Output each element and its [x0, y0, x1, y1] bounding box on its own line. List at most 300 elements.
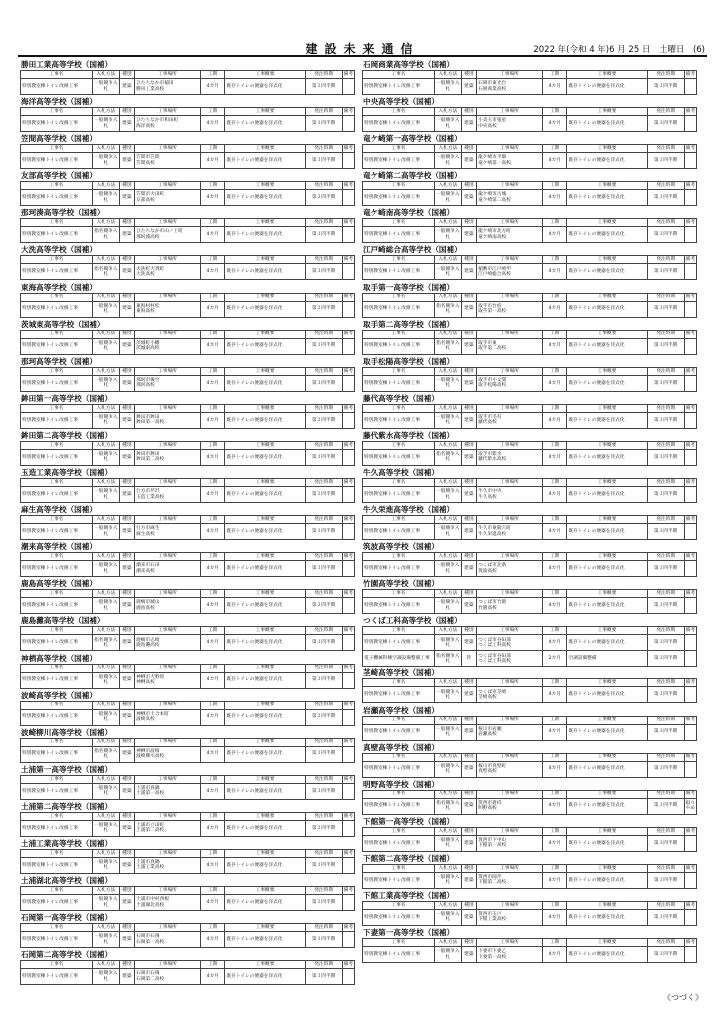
column-header: 工事概要 [225, 293, 305, 301]
column-header: 備考 [685, 479, 696, 485]
table-header-row [21, 219, 355, 227]
table-header-row [363, 827, 697, 835]
school-section [20, 616, 359, 653]
column-header: 備考 [343, 145, 354, 151]
work-location: 神栖市土合本町 波崎高校 [135, 709, 201, 725]
work-type: 建築 [461, 264, 476, 280]
order-timing: 第３四半期 [305, 820, 342, 836]
column-header: 工事場所 [135, 738, 201, 746]
column-header: 工期 [542, 590, 567, 598]
school-section [362, 171, 701, 208]
column-header: 工期 [200, 516, 225, 524]
column-header: 種別 [461, 679, 476, 687]
column-header: 工事概要 [567, 182, 647, 190]
bid-method: 指名競争入札 [434, 301, 461, 317]
column-header: 備考 [685, 754, 696, 760]
column-header: 工事場所 [477, 108, 543, 116]
work-location: 鹿嶋市志崎 鹿島灘高校 [135, 635, 201, 651]
school-name: 竜ケ崎第二高等学校（国補） [363, 171, 462, 181]
bid-method: 指名競争入札 [92, 264, 119, 280]
table-row [21, 449, 355, 465]
column-header: 工事概要 [567, 901, 647, 909]
work-period: 4カ月 [542, 190, 567, 206]
school-name: 下館第一高等学校（国補） [363, 816, 455, 826]
masthead [18, 40, 707, 56]
work-type: 建築 [119, 301, 134, 317]
work-type: 建築 [119, 487, 134, 503]
order-timing: 第３四半期 [305, 116, 342, 132]
school-section [362, 468, 701, 505]
remarks [342, 338, 354, 354]
school-section [20, 579, 359, 616]
column-header: 備考 [685, 257, 696, 263]
project-table [20, 107, 355, 132]
column-header: 工事場所 [477, 71, 543, 79]
table-header-row [363, 219, 697, 227]
column-header: 発注時期 [305, 256, 342, 264]
work-summary: 既存トイレの便器を洋式化 [567, 687, 647, 703]
remarks [684, 301, 696, 317]
work-location: 取手市毛有 藤代高校 [477, 412, 543, 428]
work-location: 筑西市岡芹 下館第二高校 [477, 872, 543, 888]
project-table [362, 626, 697, 667]
column-header: 備考 [343, 924, 354, 930]
column-header: 備考 [343, 962, 354, 968]
column-header: 工事概要 [567, 145, 647, 153]
school-section [362, 743, 701, 780]
project-table [362, 107, 697, 132]
column-header: 工事概要 [225, 924, 305, 932]
table-row [363, 598, 697, 614]
school-name: 牛久栄進高等学校（国補） [363, 505, 455, 515]
school-section [20, 431, 359, 468]
column-header: 入札方法 [92, 590, 119, 598]
table-header-row [363, 108, 697, 116]
work-type: 建築 [461, 798, 476, 814]
column-header: 工事概要 [567, 827, 647, 835]
remarks [342, 227, 354, 243]
column-header: 工事場所 [135, 330, 201, 338]
column-header: 備考 [685, 591, 696, 597]
column-header: 工事概要 [567, 553, 647, 561]
school-section [20, 691, 359, 728]
work-period: 4カ月 [542, 338, 567, 354]
project-table [362, 589, 697, 614]
work-summary: 既存トイレの便器を洋式化 [225, 412, 305, 428]
column-header: 種別 [461, 441, 476, 449]
work-location: 取手市紫水 藤代紫水高校 [477, 449, 543, 465]
table-row [21, 338, 355, 354]
remarks [342, 820, 354, 836]
order-timing: 第３四半期 [647, 190, 684, 206]
table-row [21, 412, 355, 428]
newspaper-name: 建設未来通信 [305, 42, 420, 56]
column-header: 工事概要 [567, 330, 647, 338]
column-header: 工期 [200, 256, 225, 264]
project-name: 特別教室棟トイレ改修工事 [21, 153, 93, 169]
column-header: 工事概要 [567, 441, 647, 449]
school-name: 潮来高等学校（国補） [21, 542, 97, 552]
remarks [342, 524, 354, 540]
work-type: 建築 [119, 895, 134, 911]
project-name: 特別教室棟トイレ改修工事 [21, 783, 93, 799]
column-header: 入札方法 [92, 701, 119, 709]
remarks [684, 190, 696, 206]
work-location: 下妻市下妻乙 下妻第一高校 [477, 947, 543, 963]
school-name: 鹿島灘高等学校（国補） [21, 616, 105, 626]
work-period: 4カ月 [200, 857, 225, 873]
work-type: 建築 [461, 947, 476, 963]
column-header: 工期 [542, 753, 567, 761]
column-header: 備考 [343, 108, 354, 114]
table-header-row [363, 367, 697, 375]
work-location: 龍ケ崎市古城 竜ケ崎第二高校 [477, 190, 543, 206]
work-type: 建築 [119, 524, 134, 540]
column-header: 入札方法 [434, 441, 461, 449]
column-header: 工事概要 [567, 71, 647, 79]
column-header: 工事名 [363, 753, 435, 761]
column-header: 工事概要 [225, 775, 305, 783]
bid-method: 一般競争入札 [92, 969, 119, 985]
school-section [20, 283, 359, 320]
column-header: 工期 [542, 716, 567, 724]
column-header: 入札方法 [92, 367, 119, 375]
table-header-row [21, 145, 355, 153]
project-name: 特別教室棟トイレ改修工事 [21, 375, 93, 391]
column-header: 備考 [343, 257, 354, 263]
column-header: 工事概要 [567, 627, 647, 635]
work-type: 建築 [119, 412, 134, 428]
work-type: 建築 [461, 687, 476, 703]
column-header: 入札方法 [434, 256, 461, 264]
column-header: 発注時期 [647, 256, 684, 264]
table-row [363, 687, 697, 703]
column-header: 入札方法 [92, 924, 119, 932]
work-summary: 既存トイレの便器を洋式化 [225, 561, 305, 577]
order-timing: 第３四半期 [647, 375, 684, 391]
work-period: 4カ月 [200, 672, 225, 688]
project-name: 特別教室棟トイレ改修工事 [21, 672, 93, 688]
table-header-row [21, 256, 355, 264]
table-header-row [363, 716, 697, 724]
work-location: 土浦市立田町 土浦第二高校 [135, 820, 201, 836]
column-header: 工事場所 [477, 716, 543, 724]
column-header: 入札方法 [434, 627, 461, 635]
column-header: 工事名 [21, 367, 93, 375]
project-table [362, 255, 697, 280]
column-header: 工事概要 [567, 939, 647, 947]
school-name: 鹿島高等学校（国補） [21, 579, 97, 589]
column-header: 工事概要 [225, 701, 305, 709]
project-name: 電子機械科棟空調設備整備工事 [363, 651, 435, 667]
column-header: 工事概要 [567, 293, 647, 301]
school-section [20, 394, 359, 431]
remarks [684, 524, 696, 540]
school-section [20, 320, 359, 357]
column-header: 発注時期 [647, 864, 684, 872]
column-header: 工事場所 [135, 219, 201, 227]
column-header: 発注時期 [647, 145, 684, 153]
school-section [20, 357, 359, 394]
order-timing: 第３四半期 [647, 561, 684, 577]
work-type: 建築 [461, 227, 476, 243]
table-row [363, 651, 697, 667]
column-header: 工事場所 [477, 145, 543, 153]
project-table [362, 144, 697, 169]
table-row [363, 724, 697, 740]
table-row [21, 709, 355, 725]
column-header: 工期 [542, 219, 567, 227]
table-row [363, 798, 697, 814]
school-name: 真壁高等学校（国補） [363, 742, 439, 752]
column-header: 入札方法 [434, 827, 461, 835]
column-header: 工事場所 [135, 553, 201, 561]
column-header: 発注時期 [305, 812, 342, 820]
column-header: 発注時期 [647, 827, 684, 835]
school-name: 笠間高等学校（国補） [21, 134, 97, 144]
column-header: 工期 [542, 256, 567, 264]
project-table [20, 441, 355, 466]
work-location: 筑西市玉戸 下館工業高校 [477, 909, 543, 925]
school-name: 取手第一高等学校（国補） [363, 282, 455, 292]
column-header: 発注時期 [647, 108, 684, 116]
remarks [684, 651, 696, 667]
remarks [684, 449, 696, 465]
column-header: 種別 [119, 775, 134, 783]
column-header: 備考 [343, 739, 354, 745]
column-header: 備考 [685, 183, 696, 189]
work-period: 4カ月 [200, 746, 225, 762]
column-header: 工事場所 [477, 827, 543, 835]
work-period: 4カ月 [200, 524, 225, 540]
order-timing: 第３四半期 [647, 947, 684, 963]
column-header: 工事場所 [477, 790, 543, 798]
work-type: 建築 [461, 301, 476, 317]
column-header: 工事名 [363, 219, 435, 227]
column-header: 工事名 [21, 219, 93, 227]
table-header-row [363, 627, 697, 635]
column-header: 発注時期 [647, 753, 684, 761]
school-name: 藤代高等学校（国補） [363, 393, 439, 403]
school-section [362, 357, 701, 394]
bid-method: 指名競争入札 [434, 449, 461, 465]
school-name: 竹園高等学校（国補） [363, 579, 439, 589]
work-summary: 既存トイレの便器を洋式化 [225, 895, 305, 911]
remarks [342, 969, 354, 985]
column-header: 備考 [343, 813, 354, 819]
project-name: 特別教室棟トイレ改修工事 [363, 687, 435, 703]
column-header: 種別 [461, 404, 476, 412]
work-location: 鉾田市鉾田 鉾田第一高校 [135, 412, 201, 428]
column-header: 工事場所 [477, 219, 543, 227]
table-row [21, 672, 355, 688]
column-header: 工事名 [21, 812, 93, 820]
project-name: 特別教室棟トイレ改修工事 [21, 895, 93, 911]
work-type: 建築 [119, 857, 134, 873]
work-summary: 既存トイレの便器を洋式化 [567, 301, 647, 317]
work-type: 建築 [119, 375, 134, 391]
table-header-row [21, 738, 355, 746]
remarks [342, 561, 354, 577]
table-header-row [363, 441, 697, 449]
work-type: 建築 [119, 190, 134, 206]
column-header: 入札方法 [92, 404, 119, 412]
column-header: 備考 [343, 331, 354, 337]
remarks [342, 301, 354, 317]
work-summary: 既存トイレの便器を洋式化 [225, 524, 305, 540]
table-row [21, 783, 355, 799]
work-type: 建築 [119, 264, 134, 280]
table-header-row [21, 330, 355, 338]
work-type: 建築 [461, 909, 476, 925]
work-location: 龍ケ崎市北方町 竜ケ崎南高校 [477, 227, 543, 243]
work-type: 建築 [119, 672, 134, 688]
school-name: 茨城東高等学校（国補） [21, 319, 105, 329]
column-header: 工事名 [21, 71, 93, 79]
column-header: 工事場所 [135, 590, 201, 598]
column-header: 工事概要 [225, 404, 305, 412]
column-header: 工事名 [21, 479, 93, 487]
order-timing: 第３四半期 [305, 561, 342, 577]
bid-method: 一般競争入札 [434, 116, 461, 132]
issue-date: 2022 年(令和 4 年)6 月 25 日 土曜日 (6) [533, 45, 705, 55]
remarks [684, 761, 696, 777]
school-name: つくば工科高等学校（国補） [363, 616, 462, 626]
work-summary: 既存トイレの便器を洋式化 [225, 635, 305, 651]
work-period: 4カ月 [542, 264, 567, 280]
order-timing: 第３四半期 [647, 301, 684, 317]
bid-method: 一般競争入札 [92, 932, 119, 948]
work-location: 牛久市東猯穴町 牛久栄進高校 [477, 524, 543, 540]
column-header: 工事場所 [477, 590, 543, 598]
order-timing: 第３四半期 [647, 761, 684, 777]
work-location: 神栖市大野原 神栖高校 [135, 672, 201, 688]
column-header: 工事名 [363, 790, 435, 798]
project-table [20, 738, 355, 763]
column-header: 工事概要 [567, 479, 647, 487]
work-summary: 既存トイレの便器を洋式化 [567, 375, 647, 391]
order-timing: 第３四半期 [647, 338, 684, 354]
work-period: 4カ月 [200, 932, 225, 948]
project-name: 特別教室棟トイレ改修工事 [363, 835, 435, 851]
order-timing: 第３四半期 [647, 651, 684, 667]
project-name: 特別教室棟トイレ改修工事 [363, 487, 435, 503]
table-header-row [21, 701, 355, 709]
bid-method: 一般競争入札 [92, 524, 119, 540]
work-summary: 既存トイレの便器を洋式化 [567, 761, 647, 777]
column-header: 発注時期 [305, 924, 342, 932]
column-header: 工期 [200, 627, 225, 635]
work-type: 建築 [119, 598, 134, 614]
bid-method: 指名競争入札 [434, 651, 461, 667]
project-name: 特別教室棟トイレ改修工事 [21, 79, 93, 95]
school-name: 友部高等学校（国補） [21, 171, 97, 181]
column-header: 発注時期 [647, 516, 684, 524]
work-summary: 既存トイレの便器を洋式化 [567, 872, 647, 888]
column-header: 工事名 [363, 441, 435, 449]
table-row [363, 449, 697, 465]
column-header: 工事名 [21, 701, 93, 709]
school-section [20, 97, 359, 134]
column-header: 入札方法 [92, 330, 119, 338]
column-header: 工期 [200, 367, 225, 375]
project-name: 特別教室棟トイレ改修工事 [363, 947, 435, 963]
order-timing: 第３四半期 [305, 412, 342, 428]
remarks [342, 635, 354, 651]
project-name: 特別教室棟トイレ改修工事 [21, 820, 93, 836]
work-type: 建築 [461, 561, 476, 577]
column-header: 発注時期 [647, 367, 684, 375]
column-header: 種別 [119, 256, 134, 264]
column-header: 工事名 [21, 516, 93, 524]
column-header: 工期 [200, 664, 225, 672]
school-section [362, 542, 701, 579]
school-name: 鉾田第二高等学校（国補） [21, 430, 113, 440]
column-header: 入札方法 [92, 145, 119, 153]
table-row [363, 79, 697, 95]
column-header: 入札方法 [434, 182, 461, 190]
column-header: 工期 [200, 924, 225, 932]
work-type: 建築 [461, 524, 476, 540]
project-table [362, 218, 697, 243]
bid-method: 一般競争入札 [434, 561, 461, 577]
order-timing: 第３四半期 [305, 190, 342, 206]
work-period: 4カ月 [542, 375, 567, 391]
column-header: 工事場所 [135, 182, 201, 190]
column-header: 工事名 [21, 553, 93, 561]
table-row [21, 375, 355, 391]
column-header: 種別 [119, 108, 134, 116]
column-header: 発注時期 [647, 590, 684, 598]
table-row [21, 264, 355, 280]
school-section [362, 780, 701, 817]
remarks [684, 116, 696, 132]
work-period: 4カ月 [200, 487, 225, 503]
column-header: 種別 [461, 553, 476, 561]
column-header: 工期 [200, 887, 225, 895]
project-name: 特別教室棟トイレ改修工事 [363, 79, 435, 95]
project-table [362, 478, 697, 503]
column-header: 工期 [200, 479, 225, 487]
remarks: 取りやめ [684, 798, 696, 814]
work-location: 笠間市大田町 友部高校 [135, 190, 201, 206]
column-header: 工事場所 [477, 182, 543, 190]
work-type: 建築 [461, 761, 476, 777]
column-header: 発注時期 [305, 293, 342, 301]
school-name: 海洋高等学校（国補） [21, 97, 97, 107]
bid-method: 一般競争入札 [434, 635, 461, 651]
work-period: 4カ月 [200, 820, 225, 836]
work-location: ひたちなか市稲田 勝田工業高校 [135, 79, 201, 95]
bid-method: 一般競争入札 [434, 761, 461, 777]
column-header: 工事名 [363, 108, 435, 116]
column-header: 備考 [343, 294, 354, 300]
bid-method: 一般競争入札 [434, 412, 461, 428]
table-row [21, 932, 355, 948]
column-header: 入札方法 [92, 849, 119, 857]
project-name: 特別教室棟トイレ改修工事 [363, 412, 435, 428]
table-row [363, 524, 697, 540]
column-header: 工事場所 [135, 924, 201, 932]
project-name: 特別教室棟トイレ改修工事 [21, 709, 93, 725]
remarks [342, 264, 354, 280]
project-table [20, 626, 355, 651]
project-table [362, 293, 697, 318]
column-header: 工期 [542, 404, 567, 412]
table-row [363, 947, 697, 963]
column-header: 工事概要 [225, 145, 305, 153]
column-header: 工事場所 [135, 516, 201, 524]
